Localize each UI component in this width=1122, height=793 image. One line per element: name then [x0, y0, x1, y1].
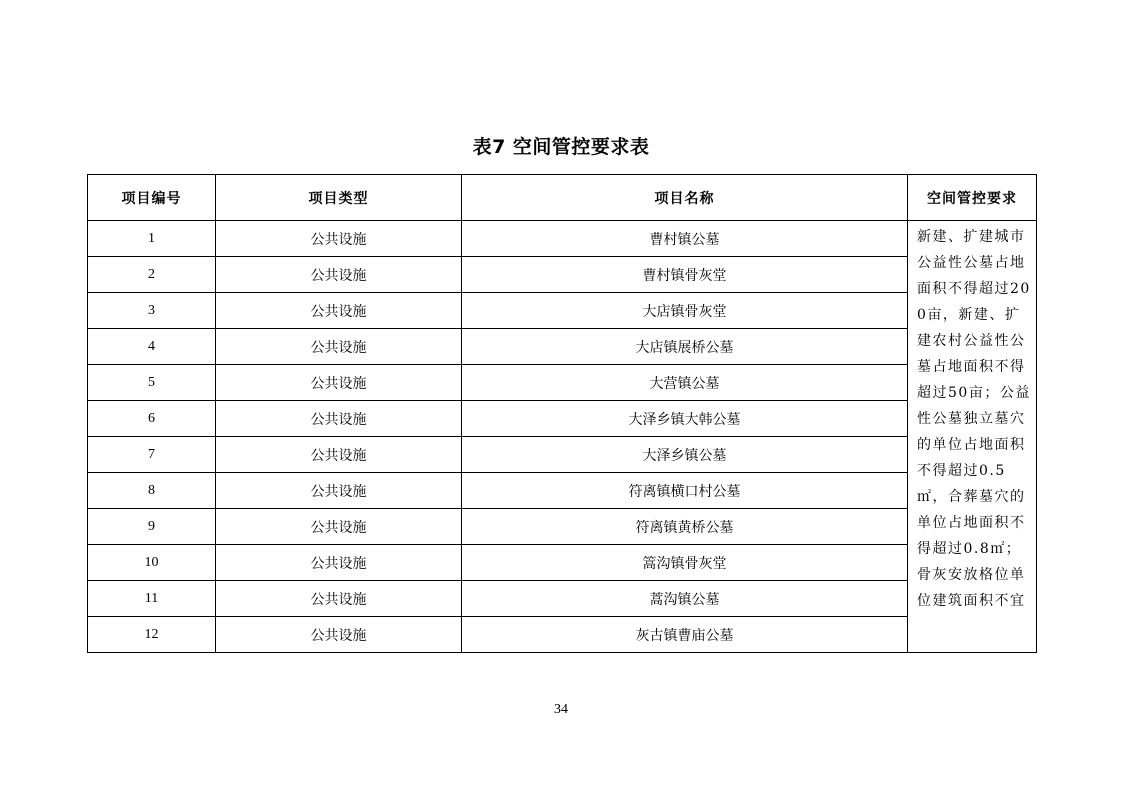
cell-project-name: 大店镇展桥公墓 — [462, 329, 908, 365]
table-title: 表7 空间管控要求表 — [472, 136, 650, 158]
cell-project-id: 10 — [88, 545, 216, 581]
cell-project-type: 公共设施 — [216, 401, 462, 437]
header-project-name: 项目名称 — [462, 175, 908, 221]
spatial-control-table — [87, 174, 1037, 653]
cell-project-id: 11 — [88, 581, 216, 617]
cell-project-name: 灰古镇曹庙公墓 — [462, 617, 908, 653]
table-row — [88, 581, 1037, 617]
cell-project-name: 蒿沟镇公墓 — [462, 581, 908, 617]
cell-control-requirement: 新建、扩建城市公益性公墓占地面积不得超过200亩，新建、扩建农村公益性公墓占地面积不得超过50亩；公益性公墓独立墓穴的单位占地面积不得超过0.5㎡，合葬墓穴的单位占地面积不得超过0.8㎡；骨灰安放格位单位建筑面积不宜 — [908, 221, 1037, 653]
table-row — [88, 509, 1037, 545]
cell-project-name: 曹村镇公墓 — [462, 221, 908, 257]
cell-project-type: 公共设施 — [216, 257, 462, 293]
cell-project-name: 符离镇黄桥公墓 — [462, 509, 908, 545]
page-number: 34 — [554, 702, 568, 717]
table-header-row — [88, 175, 1037, 221]
table-row — [88, 437, 1037, 473]
table-row — [88, 401, 1037, 437]
cell-project-id: 3 — [88, 293, 216, 329]
table-row — [88, 365, 1037, 401]
cell-project-type: 公共设施 — [216, 509, 462, 545]
cell-project-id: 12 — [88, 617, 216, 653]
cell-project-type: 公共设施 — [216, 293, 462, 329]
cell-project-name: 大泽乡镇公墓 — [462, 437, 908, 473]
cell-project-id: 5 — [88, 365, 216, 401]
cell-project-type: 公共设施 — [216, 581, 462, 617]
header-project-type: 项目类型 — [216, 175, 462, 221]
table-row — [88, 257, 1037, 293]
cell-project-id: 1 — [88, 221, 216, 257]
cell-project-type: 公共设施 — [216, 365, 462, 401]
cell-project-id: 6 — [88, 401, 216, 437]
table-row — [88, 329, 1037, 365]
cell-project-id: 7 — [88, 437, 216, 473]
cell-project-name: 大泽乡镇大韩公墓 — [462, 401, 908, 437]
cell-project-name: 篙沟镇骨灰堂 — [462, 545, 908, 581]
cell-project-name: 曹村镇骨灰堂 — [462, 257, 908, 293]
cell-project-type: 公共设施 — [216, 545, 462, 581]
cell-project-id: 4 — [88, 329, 216, 365]
table-row — [88, 617, 1037, 653]
table-row — [88, 221, 1037, 257]
cell-project-type: 公共设施 — [216, 617, 462, 653]
cell-project-id: 2 — [88, 257, 216, 293]
cell-project-type: 公共设施 — [216, 437, 462, 473]
cell-project-type: 公共设施 — [216, 473, 462, 509]
cell-project-type: 公共设施 — [216, 221, 462, 257]
header-control-requirement: 空间管控要求 — [908, 175, 1037, 221]
header-project-id: 项目编号 — [88, 175, 216, 221]
table-row — [88, 293, 1037, 329]
table-row — [88, 473, 1037, 509]
cell-project-name: 大营镇公墓 — [462, 365, 908, 401]
cell-project-name: 大店镇骨灰堂 — [462, 293, 908, 329]
cell-project-id: 8 — [88, 473, 216, 509]
cell-project-name: 符离镇横口村公墓 — [462, 473, 908, 509]
cell-project-id: 9 — [88, 509, 216, 545]
table-row — [88, 545, 1037, 581]
cell-project-type: 公共设施 — [216, 329, 462, 365]
